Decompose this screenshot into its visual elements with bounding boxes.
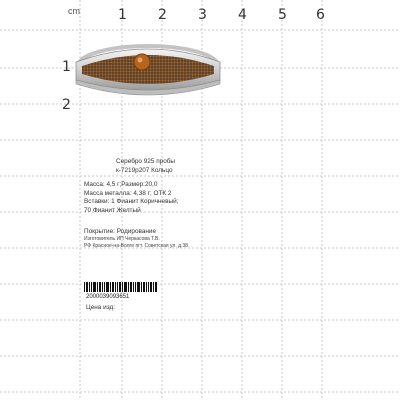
product-article: к-7219р207 Кольцо: [116, 166, 173, 174]
product-maker-2: РФ Красное-на-Волге пгт. Советская ул. д.38: [84, 242, 188, 249]
ruler-top-4: 4: [238, 7, 247, 23]
product-title: Серебро 925 пробы: [116, 158, 176, 165]
ruler-top-1: 1: [118, 7, 127, 23]
product-coating: Покрытие: Родирование: [84, 227, 157, 235]
product-tag: [84, 158, 206, 249]
ruler-top-3: 3: [198, 7, 207, 23]
product-metal-weight: Масса металла: 4,38 г; ОТК 2: [84, 189, 172, 197]
barcode-icon: [84, 282, 158, 292]
ruler-top-2: 2: [158, 7, 167, 23]
price-label: Цена изд:: [86, 304, 116, 311]
ruler-unit: cm: [68, 6, 80, 16]
product-maker-1: Изготовитель ИП Черкасова Т.В.: [84, 236, 160, 243]
ruler-left-2: 2: [62, 97, 71, 113]
product-inserts-1: Вставки: 1 Фианит Коричневый;: [84, 198, 179, 206]
ring-illustration: [62, 22, 232, 118]
ruler-top-5: 5: [278, 7, 287, 23]
ruler-left-1: 1: [62, 59, 71, 75]
ruler-top-6: 6: [316, 7, 325, 23]
product-weight-size: Масса: 4,5 г;Размер:20,0: [84, 181, 158, 189]
product-inserts-2: 70 Фианит Желтый: [84, 206, 141, 214]
barcode-number: 2000039093651: [86, 294, 130, 300]
